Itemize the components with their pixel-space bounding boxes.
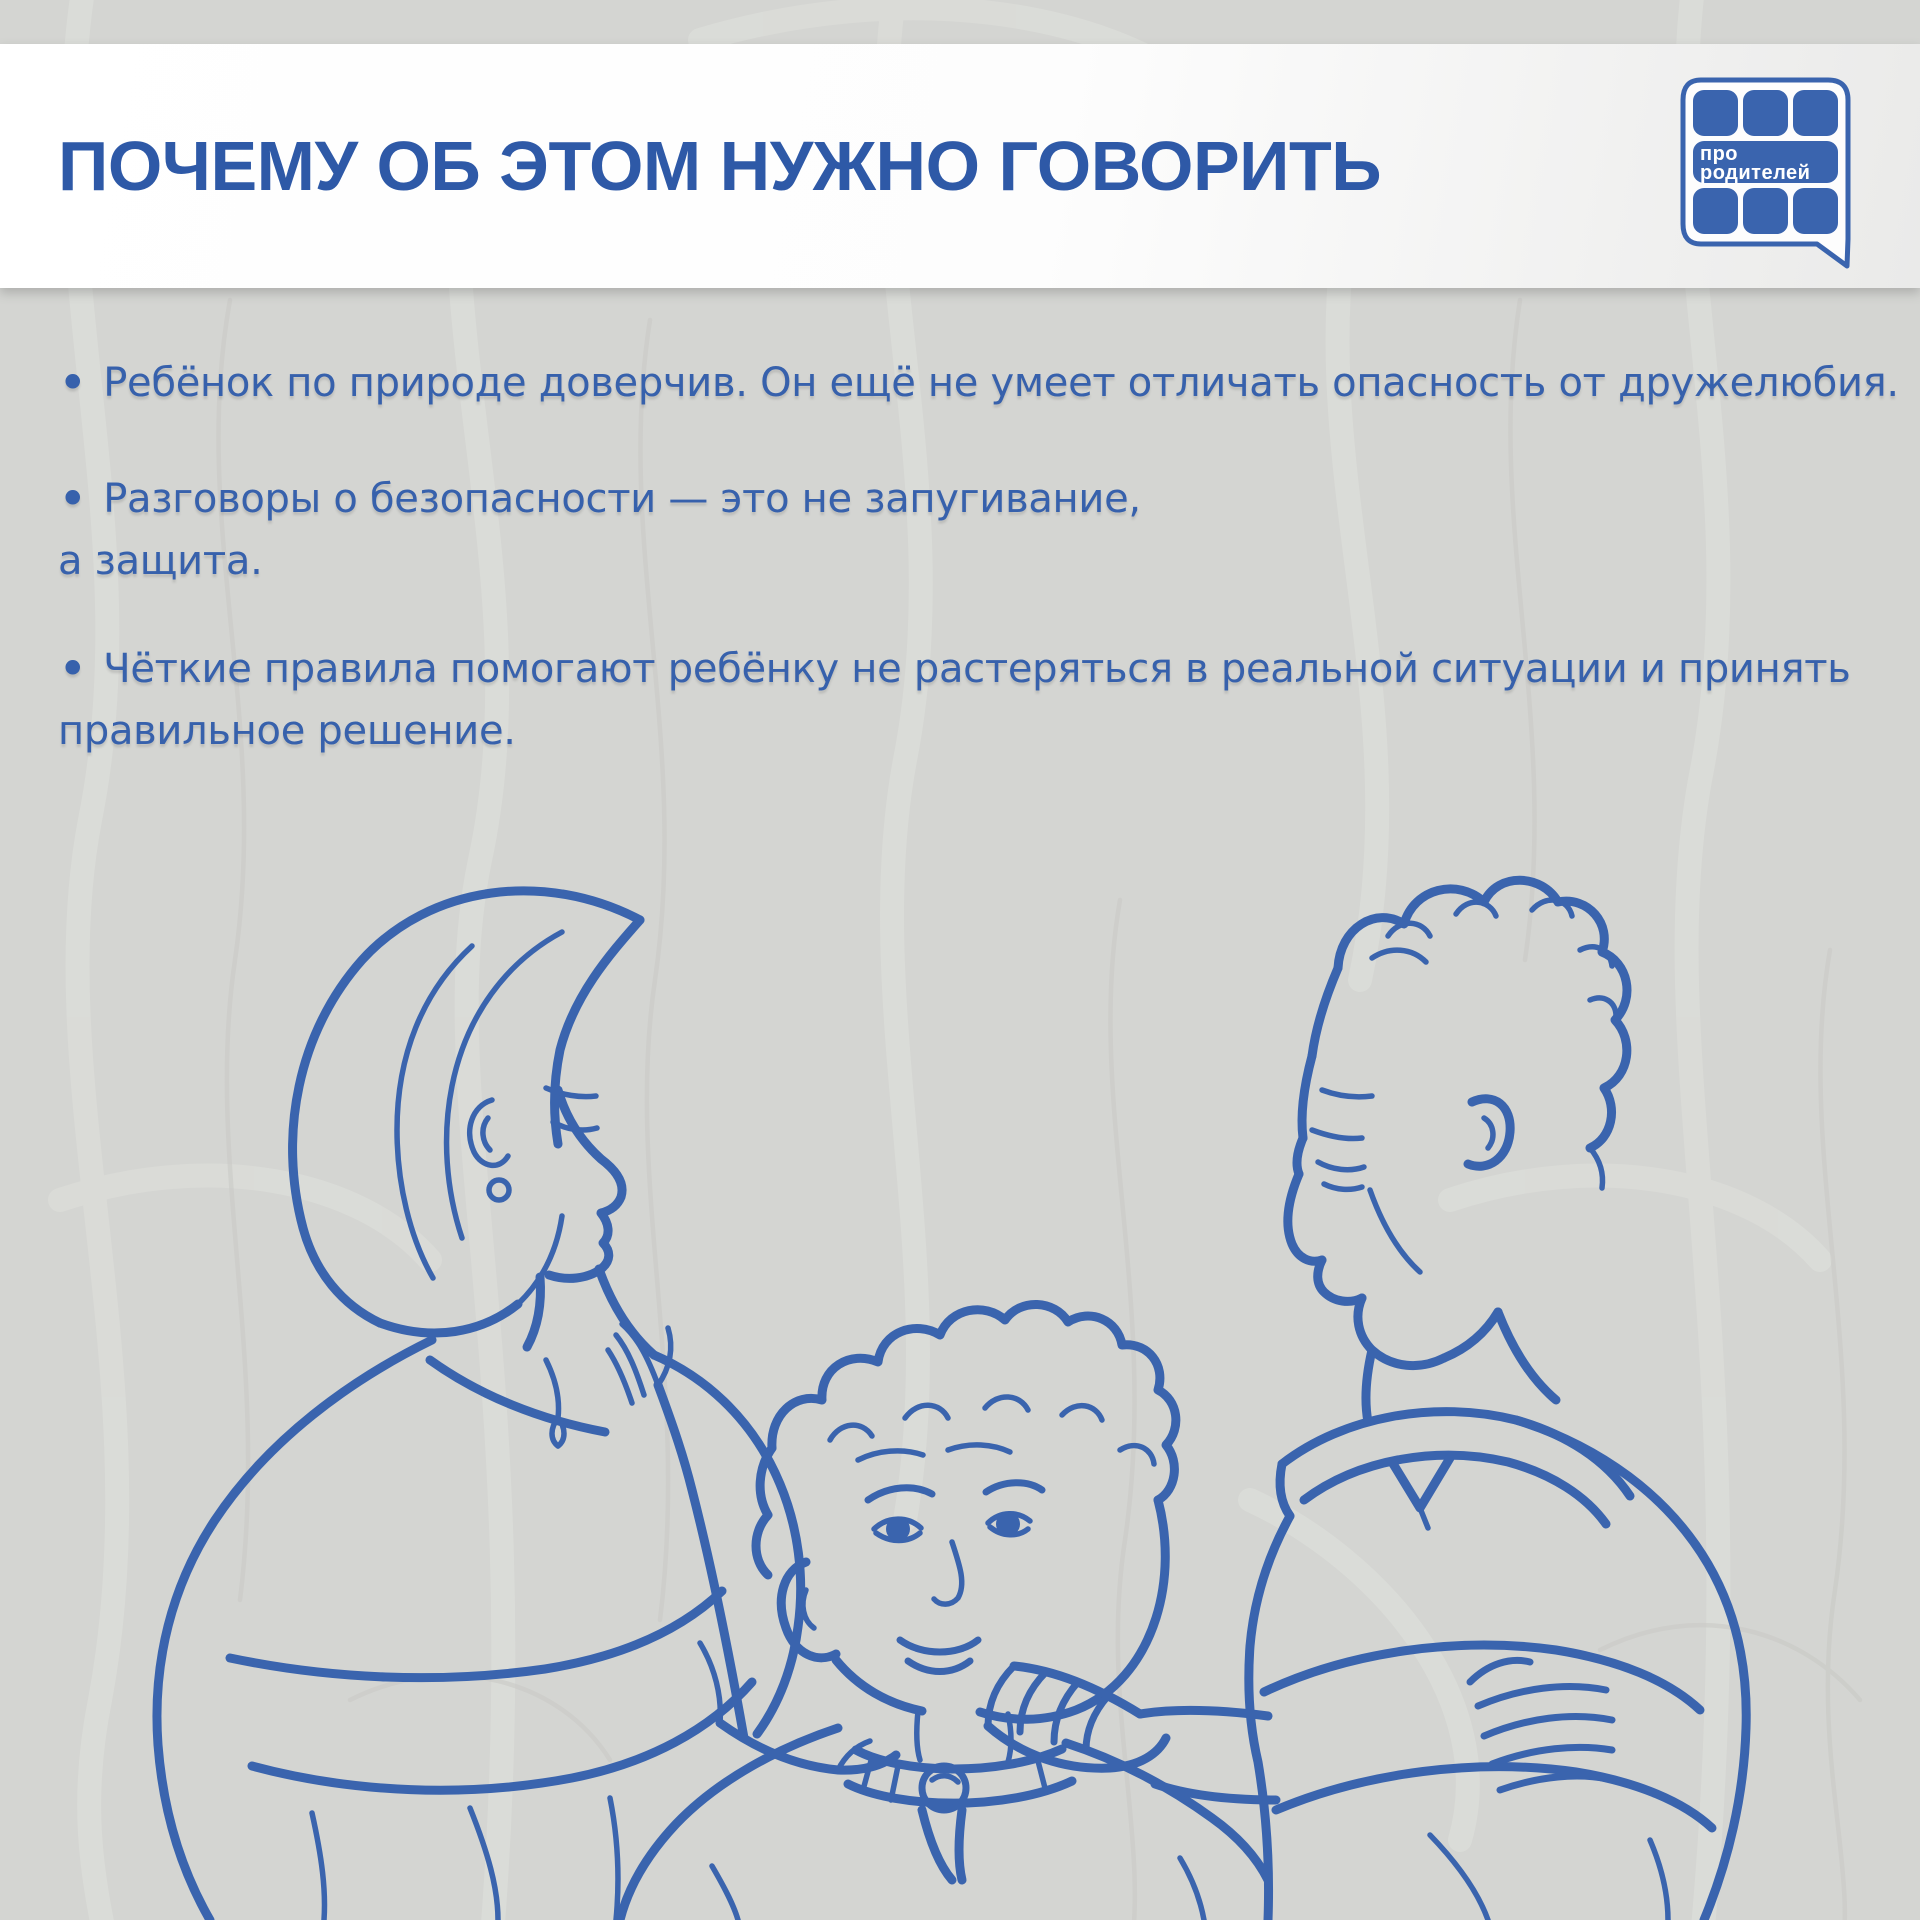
bullet-item-3	[58, 638, 1888, 762]
bullet-line: Чёткие правила помогают ребёнку не растеряться в реальной ситуации и принять	[103, 646, 1851, 692]
bullet-item-1	[58, 352, 1899, 414]
bullet-marker: •	[58, 354, 88, 412]
bullet-line: Разговоры о безопасности — это не запугивание,	[103, 476, 1141, 522]
page-title: ПОЧЕМУ ОБ ЭТОМ НУЖНО ГОВОРИТЬ	[58, 127, 1382, 205]
bullet-item-2	[58, 468, 1888, 592]
bullet-marker: •	[58, 470, 88, 528]
bullet-marker: •	[58, 640, 88, 698]
father-figure	[988, 880, 1746, 1920]
logo-text-line1: про	[1700, 143, 1739, 165]
bullet-list	[0, 0, 1920, 800]
bullet-line: правильное решение.	[58, 708, 516, 754]
family-illustration	[0, 800, 1920, 1920]
logo-text-line2: родителей	[1700, 162, 1811, 184]
bullet-line: а защита.	[58, 538, 263, 584]
bullet-line: Ребёнок по природе доверчив. Он ещё не умеет отличать опасность от дружелюбия.	[103, 360, 1899, 406]
